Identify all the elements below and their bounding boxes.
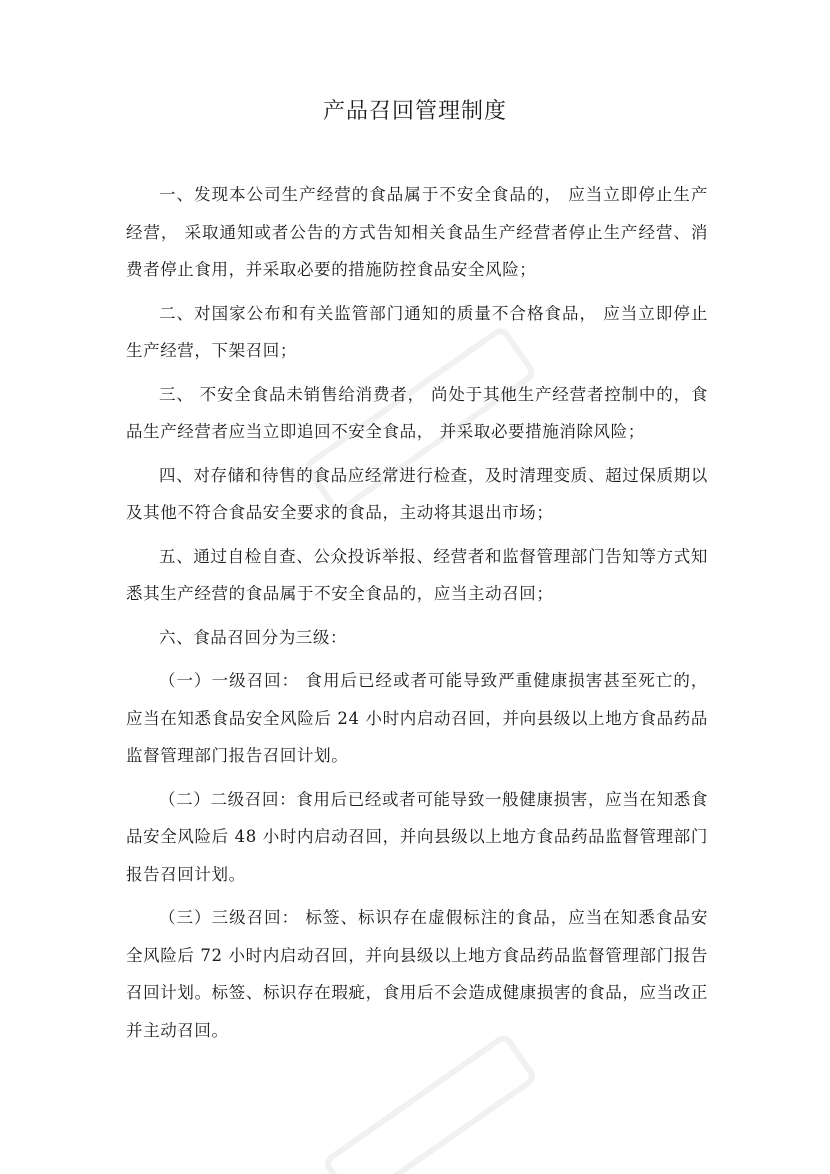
paragraph-7: （一）一级召回： 食用后已经或者可能导致严重健康损害甚至死亡的，应当在知悉食品安全风险后 24 小时内启动召回，并向县级以上地方食品药品监督管理部门报告召回计划。 bbox=[126, 671, 708, 765]
paragraph-3: 三、 不安全食品未销售给消费者， 尚处于其他生产经营者控制中的，食品生产经营者应当立即追回不安全食品， 并采取必要措施消除风险； bbox=[126, 384, 708, 441]
paragraph-2: 二、对国家公布和有关监管部门通知的质量不合格食品， 应当立即停止生产经营，下架召回； bbox=[126, 303, 708, 360]
paragraph-5: 五、通过自检自查、公众投诉举报、经营者和监督管理部门告知等方式知悉其生产经营的食品属于不安全食品的，应当主动召回； bbox=[126, 546, 708, 603]
paragraph-1: 一、发现本公司生产经营的食品属于不安全食品的， 应当立即停止生产经营， 采取通知或者公告的方式告知相关食品生产经营者停止生产经营、消费者停止食用，并采取必要的措施防控食品安全风险； bbox=[126, 185, 708, 279]
paragraph-4: 四、对存储和待售的食品应经常进行检查，及时清理变质、超过保质期以及其他不符合食品安全要求的食品，主动将其退出市场； bbox=[126, 465, 708, 522]
paragraph-6: 六、食品召回分为三级： bbox=[159, 627, 348, 647]
paragraph-8: （二）二级召回：食用后已经或者可能导致一般健康损害，应当在知悉食品安全风险后 48 小时内启动召回，并向县级以上地方食品药品监督管理部门报告召回计划。 bbox=[126, 789, 708, 884]
document-body bbox=[126, 176, 708, 1055]
document-title: 产品召回管理制度 bbox=[322, 99, 507, 124]
paragraph-9: （三）三级召回： 标签、标识存在虚假标注的食品，应当在知悉食品安全风险后 72 小时内启动召回，并向县级以上地方食品药品监督管理部门报告召回计划。标签、标识存在瑕疵，食用后不会造成健康损害的食品，应当改正并主动召回。 bbox=[126, 908, 708, 1040]
